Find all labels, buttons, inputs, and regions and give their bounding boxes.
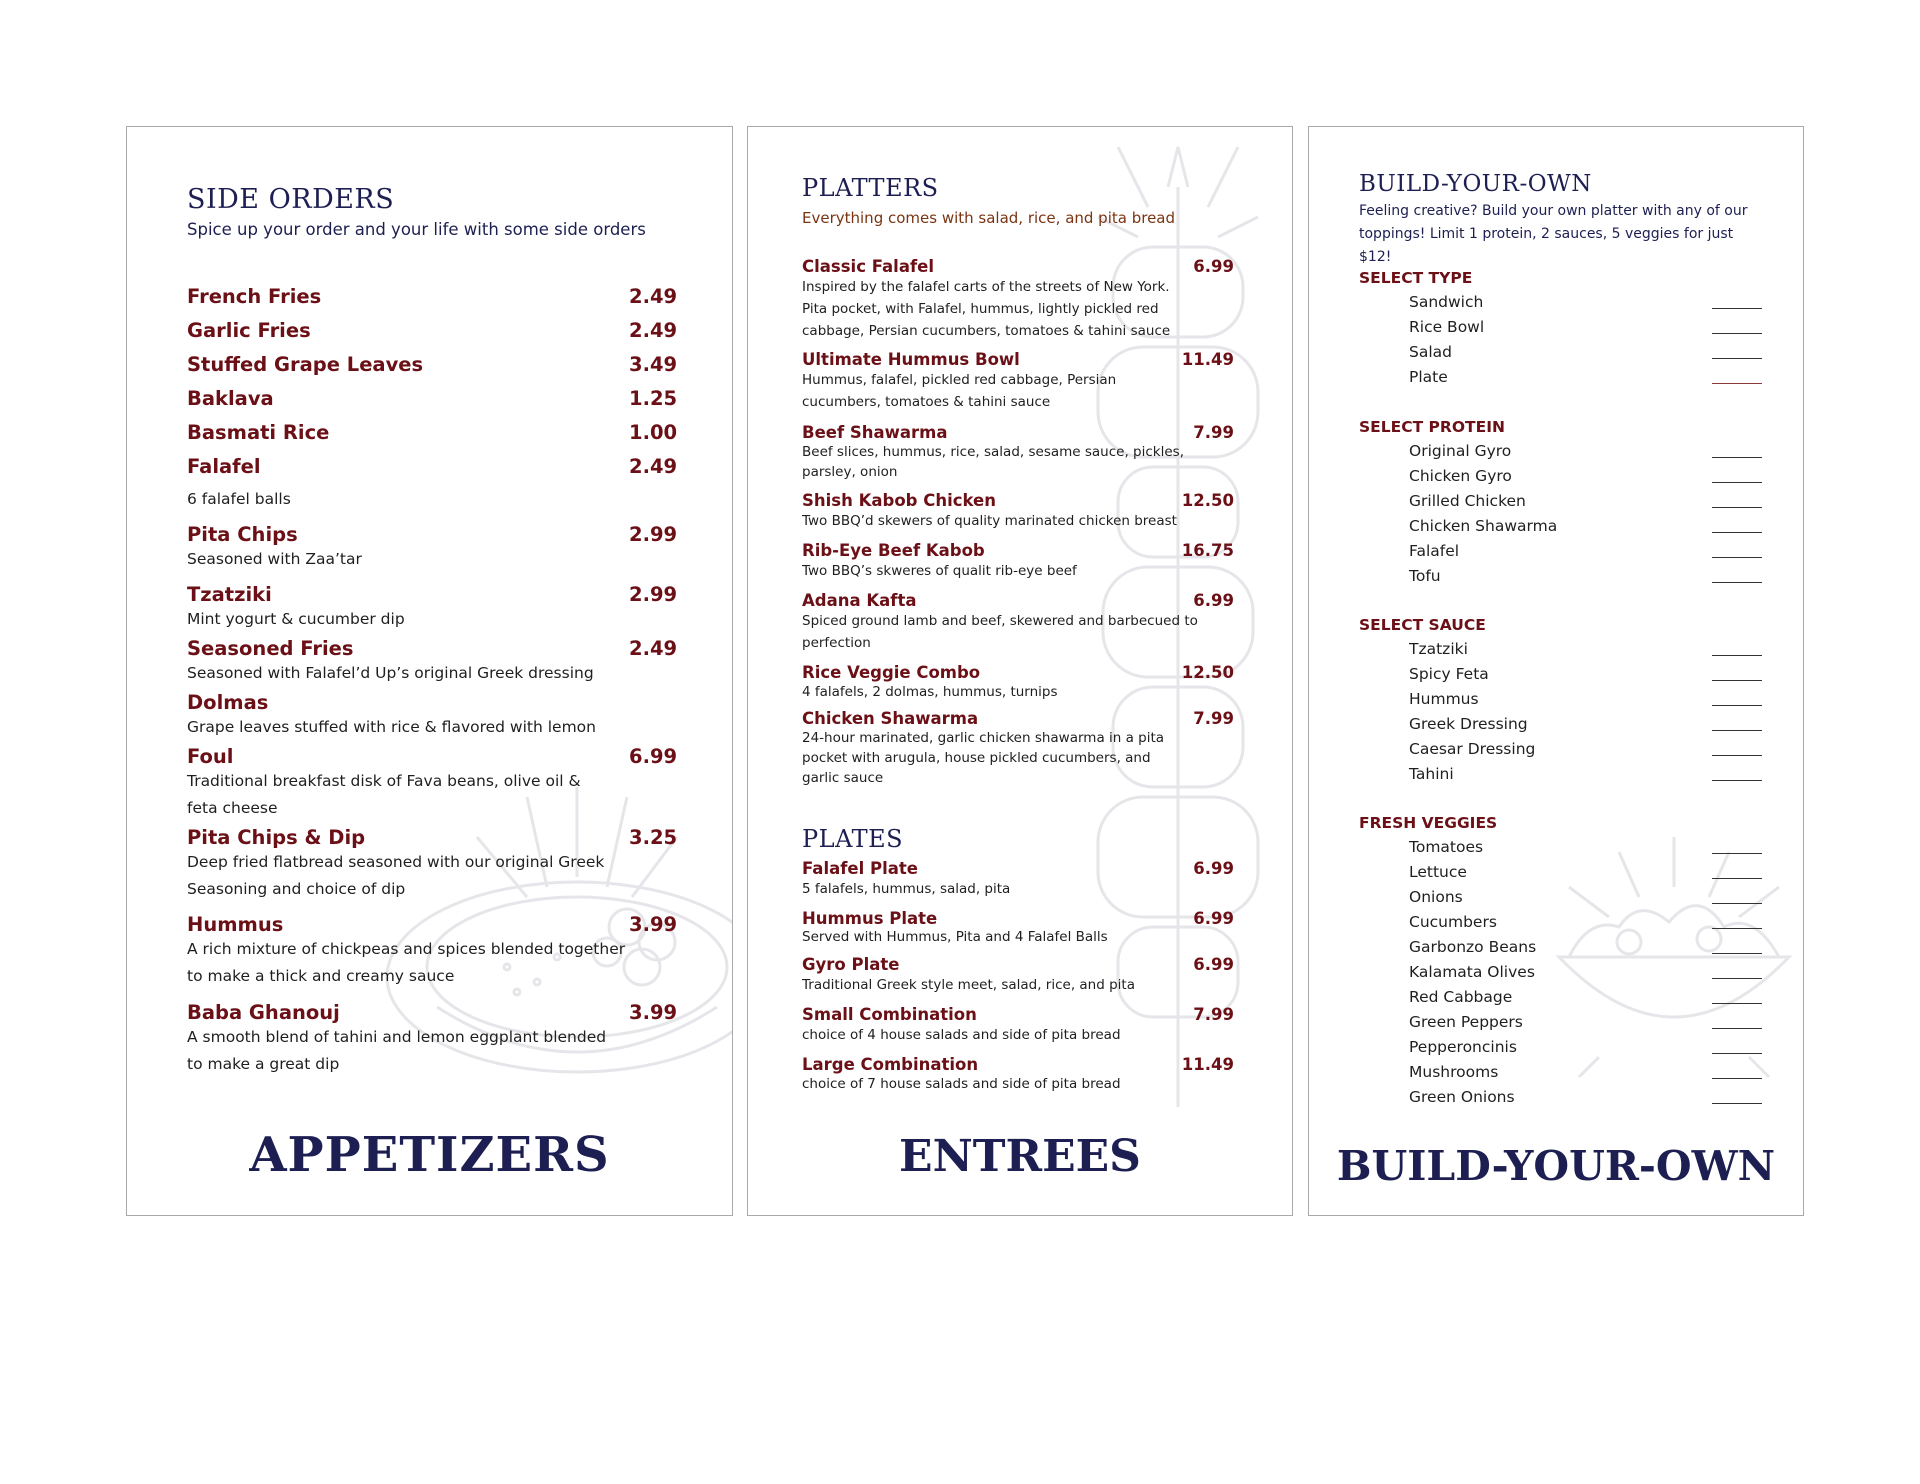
- item-description: choice of 7 house salads and side of pita bread: [802, 1076, 1121, 1092]
- item-description: Mint yogurt & cucumber dip: [187, 610, 405, 628]
- menu-item: [187, 745, 677, 826]
- option-row[interactable]: [1359, 340, 1759, 365]
- item-description: Grape leaves stuffed with rice & flavored with lemon: [187, 718, 596, 736]
- option-row[interactable]: [1359, 365, 1759, 390]
- menu-item: [187, 387, 677, 421]
- menu-item: [187, 637, 677, 691]
- item-name: Pita Chips & Dip: [187, 826, 366, 849]
- option-label: Kalamata Olives: [1409, 963, 1535, 981]
- item-description: A smooth blend of tahini and lemon eggplant blended to make a great dip: [187, 1028, 607, 1073]
- item-price: 2.99: [629, 583, 678, 606]
- option-row[interactable]: [1359, 737, 1759, 762]
- item-price: 7.99: [1193, 1005, 1234, 1024]
- option-row[interactable]: [1359, 464, 1759, 489]
- menu-item: [802, 257, 1234, 350]
- item-description: 6 falafel balls: [187, 490, 291, 508]
- menu-item: [187, 353, 677, 387]
- option-label: Green Onions: [1409, 1088, 1515, 1106]
- build-your-own-heading: BUILD-YOUR-OWN: [1359, 171, 1592, 197]
- option-label: Lettuce: [1409, 863, 1467, 881]
- option-row[interactable]: [1359, 439, 1759, 464]
- option-row[interactable]: [1359, 687, 1759, 712]
- blank-line[interactable]: [1712, 1003, 1762, 1004]
- option-row[interactable]: [1359, 935, 1759, 960]
- option-label: Greek Dressing: [1409, 715, 1528, 733]
- option-label: Pepperoncinis: [1409, 1038, 1517, 1056]
- option-row[interactable]: [1359, 762, 1759, 787]
- item-price: 7.99: [1193, 423, 1234, 442]
- option-row[interactable]: [1359, 985, 1759, 1010]
- menu-item: [802, 423, 1234, 491]
- item-name: Pita Chips: [187, 523, 298, 546]
- menu-item: [187, 583, 677, 637]
- option-label: Grilled Chicken: [1409, 492, 1526, 510]
- blank-line[interactable]: [1712, 532, 1762, 533]
- item-name: Baba Ghanouj: [187, 1001, 340, 1024]
- item-name: Baklava: [187, 387, 274, 410]
- entrees-title: ENTREES: [899, 1131, 1141, 1182]
- blank-line[interactable]: [1712, 507, 1762, 508]
- item-name: Rib-Eye Beef Kabob: [802, 541, 985, 560]
- item-description: Traditional Greek style meet, salad, rice, and pita: [802, 977, 1135, 993]
- menu-item: [187, 826, 677, 913]
- option-row[interactable]: [1359, 662, 1759, 687]
- menu-item: [802, 955, 1234, 1005]
- item-description: Seasoned with Zaa’tar: [187, 550, 362, 568]
- item-price: 6.99: [1193, 859, 1234, 878]
- option-label: Rice Bowl: [1409, 318, 1485, 336]
- menu-item: [187, 913, 677, 1001]
- item-description: choice of 4 house salads and side of pita bread: [802, 1027, 1121, 1043]
- option-label: Red Cabbage: [1409, 988, 1513, 1006]
- option-label: Plate: [1409, 368, 1448, 386]
- select-protein-group: [1359, 418, 1759, 589]
- blank-line[interactable]: [1712, 457, 1762, 458]
- item-description: A rich mixture of chickpeas and spices blended together to make a thick and creamy sauce: [187, 940, 626, 985]
- blank-line[interactable]: [1712, 755, 1762, 756]
- menu-item: [802, 541, 1234, 591]
- item-description: Served with Hummus, Pita and 4 Falafel Balls: [802, 929, 1108, 945]
- plates-heading: PLATES: [802, 825, 904, 853]
- item-description: Traditional breakfast disk of Fava beans, olive oil & feta cheese: [187, 772, 581, 817]
- item-name: Chicken Shawarma: [802, 709, 979, 728]
- item-name: Classic Falafel: [802, 257, 934, 276]
- option-row[interactable]: [1359, 712, 1759, 737]
- option-label: Garbonzo Beans: [1409, 938, 1537, 956]
- select-type-group: [1359, 269, 1759, 390]
- menu-item: [187, 421, 677, 455]
- menu-item: [802, 491, 1234, 541]
- item-price: 1.25: [629, 387, 678, 410]
- option-label: Sandwich: [1409, 293, 1484, 311]
- item-price: 6.99: [1193, 257, 1234, 276]
- option-row[interactable]: [1359, 637, 1759, 662]
- blank-line[interactable]: [1712, 1053, 1762, 1054]
- item-name: Small Combination: [802, 1005, 977, 1024]
- option-label: Tomatoes: [1409, 838, 1484, 856]
- blank-line[interactable]: [1712, 680, 1762, 681]
- menu-item: [187, 523, 677, 583]
- menu-item: [802, 709, 1234, 789]
- item-price: 2.49: [629, 319, 678, 342]
- item-name: Large Combination: [802, 1055, 979, 1074]
- item-price: 16.75: [1181, 541, 1234, 560]
- blank-line[interactable]: [1712, 928, 1762, 929]
- item-price: 12.50: [1181, 663, 1234, 682]
- item-name: Falafel Plate: [802, 859, 918, 878]
- menu-item: [802, 1055, 1234, 1101]
- item-name: Falafel: [187, 455, 261, 478]
- item-description: Seasoned with Falafel’d Up’s original Greek dressing: [187, 664, 594, 682]
- appetizers-panel: [126, 126, 733, 1216]
- item-description: Two BBQ’s skweres of qualit rib-eye beef: [802, 563, 1077, 579]
- item-price: 2.49: [629, 637, 678, 660]
- option-label: Tahini: [1409, 765, 1454, 783]
- blank-line[interactable]: [1712, 557, 1762, 558]
- item-name: Hummus: [187, 913, 284, 936]
- item-description: Two BBQ’d skewers of quality marinated chicken breast: [802, 513, 1177, 529]
- item-description: Spiced ground lamb and beef, skewered and barbecued to perfection: [802, 613, 1198, 651]
- option-label: Chicken Gyro: [1409, 467, 1512, 485]
- item-price: 6.99: [1193, 909, 1234, 928]
- group-title: SELECT PROTEIN: [1359, 418, 1505, 436]
- menu-item: [187, 319, 677, 353]
- option-row[interactable]: [1359, 1035, 1759, 1060]
- option-row[interactable]: [1359, 1085, 1759, 1110]
- item-price: 6.99: [1193, 955, 1234, 974]
- item-price: 3.99: [629, 913, 678, 936]
- group-title: FRESH VEGGIES: [1359, 814, 1498, 832]
- blank-line[interactable]: [1712, 853, 1762, 854]
- blank-line[interactable]: [1712, 705, 1762, 706]
- menu-item: [802, 909, 1234, 955]
- item-name: Ultimate Hummus Bowl: [802, 350, 1020, 369]
- item-name: Beef Shawarma: [802, 423, 948, 442]
- entrees-panel: [747, 126, 1293, 1216]
- item-description: 4 falafels, 2 dolmas, hummus, turnips: [802, 684, 1058, 700]
- option-row[interactable]: [1359, 1010, 1759, 1035]
- menu-item: [802, 591, 1234, 663]
- blank-line[interactable]: [1712, 780, 1762, 781]
- option-row[interactable]: [1359, 960, 1759, 985]
- build-your-own-title: BUILD-YOUR-OWN: [1336, 1142, 1776, 1190]
- item-name: Adana Kafta: [802, 591, 917, 610]
- side-orders-heading: SIDE ORDERS: [187, 184, 395, 215]
- select-sauce-group: [1359, 616, 1759, 787]
- option-row[interactable]: [1359, 290, 1759, 315]
- menu-item: [187, 1001, 677, 1081]
- option-label: Caesar Dressing: [1409, 740, 1536, 758]
- menu-item: [802, 1005, 1234, 1055]
- menu-item: [187, 691, 677, 745]
- option-label: Mushrooms: [1409, 1063, 1499, 1081]
- option-row[interactable]: [1359, 315, 1759, 340]
- item-price: 1.00: [629, 421, 678, 444]
- option-row[interactable]: [1359, 1060, 1759, 1085]
- platters-subheading: Everything comes with salad, rice, and pita bread: [802, 209, 1176, 227]
- blank-line[interactable]: [1712, 1103, 1762, 1104]
- option-row[interactable]: [1359, 564, 1759, 589]
- build-your-own-subheading: Feeling creative? Build your own platter with any of our toppings! Limit 1 protein, 2 sauces, 5 veggies for just $12!: [1359, 203, 1748, 265]
- item-price: 12.50: [1181, 491, 1234, 510]
- item-price: 3.49: [629, 353, 678, 376]
- item-name: Garlic Fries: [187, 319, 311, 342]
- item-price: 3.25: [629, 826, 678, 849]
- blank-line[interactable]: [1712, 730, 1762, 731]
- item-description: Beef slices, hummus, rice, salad, sesame sauce, pickles, parsley, onion: [802, 444, 1184, 480]
- blank-line[interactable]: [1712, 358, 1762, 359]
- item-name: Gyro Plate: [802, 955, 900, 974]
- option-row[interactable]: [1359, 860, 1759, 885]
- group-title: SELECT TYPE: [1359, 269, 1473, 287]
- item-price: 11.49: [1181, 350, 1234, 369]
- blank-line[interactable]: [1712, 978, 1762, 979]
- option-label: Onions: [1409, 888, 1463, 906]
- platters-heading: PLATTERS: [802, 174, 939, 202]
- menu-item: [802, 663, 1234, 709]
- menu-item: [187, 455, 677, 523]
- option-label: Spicy Feta: [1409, 665, 1489, 683]
- item-price: 2.49: [629, 285, 678, 308]
- item-name: Dolmas: [187, 691, 269, 714]
- item-price: 6.99: [1193, 591, 1234, 610]
- item-price: 2.49: [629, 455, 678, 478]
- side-orders-subheading: Spice up your order and your life with some side orders: [187, 220, 646, 239]
- option-row[interactable]: [1359, 489, 1759, 514]
- appetizer-list: [187, 285, 677, 1081]
- menu-item: [802, 350, 1234, 423]
- option-label: Falafel: [1409, 542, 1460, 560]
- plates-list: [802, 859, 1234, 1101]
- blank-line[interactable]: [1712, 1028, 1762, 1029]
- build-your-own-panel: [1308, 126, 1804, 1216]
- item-name: Basmati Rice: [187, 421, 330, 444]
- blank-line[interactable]: [1712, 655, 1762, 656]
- item-price: 7.99: [1193, 709, 1234, 728]
- fresh-veggies-group: [1359, 814, 1759, 1110]
- item-description: Hummus, falafel, pickled red cabbage, Persian cucumbers, tomatoes & tahini sauce: [802, 372, 1117, 410]
- appetizers-title: APPETIZERS: [249, 1127, 610, 1183]
- blank-line[interactable]: [1712, 1078, 1762, 1079]
- group-title: SELECT SAUCE: [1359, 616, 1486, 634]
- item-price: 11.49: [1181, 1055, 1234, 1074]
- option-row[interactable]: [1359, 885, 1759, 910]
- option-label: Chicken Shawarma: [1409, 517, 1558, 535]
- option-label: Tofu: [1409, 567, 1441, 585]
- option-label: Tzatziki: [1409, 640, 1468, 658]
- option-row[interactable]: [1359, 910, 1759, 935]
- blank-line[interactable]: [1712, 383, 1762, 384]
- item-price: 6.99: [629, 745, 678, 768]
- blank-line[interactable]: [1712, 482, 1762, 483]
- item-price: 2.99: [629, 523, 678, 546]
- option-row[interactable]: [1359, 514, 1759, 539]
- item-description: 24-hour marinated, garlic chicken shawarma in a pita pocket with arugula, house pickled cucumbers, and garlic sauce: [802, 730, 1165, 786]
- item-name: Shish Kabob Chicken: [802, 491, 996, 510]
- blank-line[interactable]: [1712, 878, 1762, 879]
- item-price: 3.99: [629, 1001, 678, 1024]
- option-label: Cucumbers: [1409, 913, 1497, 931]
- blank-line[interactable]: [1712, 582, 1762, 583]
- menu-item: [802, 859, 1234, 909]
- option-label: Original Gyro: [1409, 442, 1512, 460]
- option-row[interactable]: [1359, 835, 1759, 860]
- item-name: Seasoned Fries: [187, 637, 354, 660]
- option-label: Green Peppers: [1409, 1013, 1523, 1031]
- platters-list: [802, 257, 1234, 789]
- option-label: Hummus: [1409, 690, 1479, 708]
- item-description: Inspired by the falafel carts of the streets of New York. Pita pocket, with Falafel, hummus, lightly pickled red cabbage, Persian cucumbers, tomatoes & tahini sauce: [802, 279, 1171, 339]
- blank-line[interactable]: [1712, 308, 1762, 309]
- item-description: 5 falafels, hummus, salad, pita: [802, 881, 1011, 897]
- blank-line[interactable]: [1712, 903, 1762, 904]
- blank-line[interactable]: [1712, 953, 1762, 954]
- item-name: Stuffed Grape Leaves: [187, 353, 424, 376]
- item-name: Hummus Plate: [802, 909, 938, 928]
- menu-item: [187, 285, 677, 319]
- item-name: French Fries: [187, 285, 322, 308]
- item-name: Tzatziki: [187, 583, 272, 606]
- option-row[interactable]: [1359, 539, 1759, 564]
- option-label: Salad: [1409, 343, 1452, 361]
- item-name: Foul: [187, 745, 234, 768]
- item-name: Rice Veggie Combo: [802, 663, 981, 682]
- item-description: Deep fried flatbread seasoned with our original Greek Seasoning and choice of dip: [187, 853, 605, 898]
- blank-line[interactable]: [1712, 333, 1762, 334]
